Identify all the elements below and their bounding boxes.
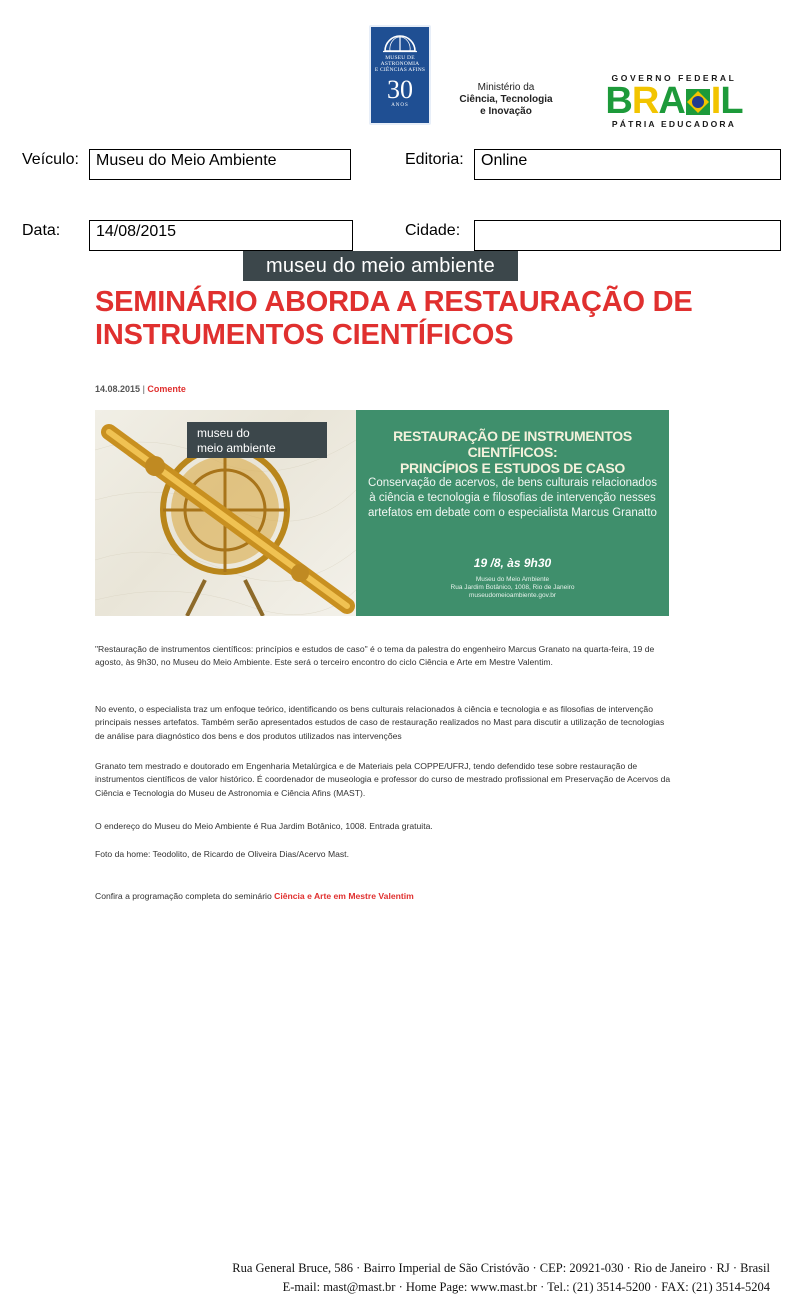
article-paragraph-4: O endereço do Museu do Meio Ambiente é Rua Jardim Botânico, 1008. Entrada gratuita. — [95, 821, 433, 831]
banner-datetime: 19 /8, às 9h30 — [473, 556, 552, 570]
mast-logo-number: 30 — [387, 75, 413, 104]
gov-top-text: GOVERNO FEDERAL — [611, 73, 737, 83]
observatory-dome-icon — [381, 33, 419, 53]
article-paragraph-2: No evento, o especialista traz um enfoque teórico, identificando os bens culturais relacionados à ciência e tecnologia e as filosofias de intervenção principais nesses artefatos. Também serão apresentados estudos de caso de restauração realizados no Mast para discutir a utilização de tecnologias de análise para diagnóstico dos bens e dos produtos utilizados nas intervenções — [95, 704, 665, 741]
mast-logo-years: ANOS — [391, 103, 409, 108]
veiculo-field[interactable]: Museu do Meio Ambiente — [89, 149, 351, 180]
banner-info-panel — [356, 410, 669, 616]
footer-line-1: Rua General Bruce, 586 · Bairro Imperial de São Cristóvão · CEP: 20921-030 · Rio de Janeiro · RJ · Brasil — [232, 1261, 770, 1275]
banner-address: Museu do Meio Ambiente Rua Jardim Botânico, 1008, Rio de Janeiro museudomeioambiente.gov.br — [450, 576, 575, 599]
article-paragraph-3: Granato tem mestrado e doutorado em Engenharia Metalúrgica e de Materiais pela COPPE/UFRJ, tendo defendido tese sobre restauração de instrumentos científicos de valor histórico. É coordenador de museologia e professor do curso de mestrado profissional em Preservação de Acervos da Ciência e Tecnologia do Museu de Astronomia e Ciência Afins (MAST). — [95, 761, 671, 798]
footer-line-2: E-mail: mast@mast.br · Home Page: www.mast.br · Tel.: (21) 3514-5200 · FAX: (21) 3514-5204 — [282, 1280, 770, 1294]
brasil-wordmark: B R A I L — [605, 80, 743, 122]
brazil-flag-icon — [685, 83, 711, 119]
mast-30-anos-logo — [369, 25, 431, 125]
cidade-field[interactable] — [474, 220, 781, 251]
article-paragraph-6 — [95, 890, 675, 903]
veiculo-label: Veículo: — [22, 151, 79, 168]
cidade-label: Cidade: — [405, 222, 461, 239]
article-meta — [95, 384, 186, 394]
banner-title: RESTAURAÇÃO DE INSTRUMENTOS CIENTÍFICOS: PRINCÍPIOS E ESTUDOS DE CASO — [393, 428, 632, 476]
banner-photo — [95, 410, 356, 616]
mast-logo-text: MUSEU DE ASTRONOMIA E CIÊNCIAS AFINS — [374, 55, 426, 73]
article-paragraph-5: Foto da home: Teodolito, de Ricardo de Oliveira Dias/Acervo Mast. — [95, 849, 349, 859]
article-paragraph-1: "Restauração de instrumentos científicos: princípios e estudos de caso" é o tema da palestra do engenheiro Marcus Granato na quarta-feira, 19 de agosto, às 9h30, no Museu do Meio Ambiente. Este será o terceiro encontro do ciclo Ciência e Arte em Mestre Valentim. — [95, 644, 655, 668]
editoria-field[interactable]: Online — [474, 149, 781, 180]
footer-address — [70, 1259, 770, 1297]
data-field[interactable]: 14/08/2015 — [89, 220, 353, 251]
gov-bottom-text: PÁTRIA EDUCADORA — [611, 119, 737, 129]
editoria-label: Editoria: — [405, 151, 464, 168]
comment-link[interactable]: Comente — [147, 384, 186, 394]
program-text: Confira a programação completa do seminário — [95, 891, 275, 901]
data-label: Data: — [22, 222, 61, 239]
banner-description: Conservação de acervos, de bens culturais relacionados à ciência e tecnologia e filosofias de intervenção nesses artefatos em debate com o especialista Marcus Granatto — [368, 477, 657, 519]
program-link[interactable]: Ciência e Arte em Mestre Valentim — [274, 891, 414, 901]
banner-site-tag: museu do meio ambiente — [187, 422, 327, 458]
site-name-tag: museu do meio ambiente — [243, 251, 518, 281]
article-date: 14.08.2015 — [95, 384, 141, 394]
article-headline: SEMINÁRIO ABORDA A RESTAURAÇÃO DE INSTRUMENTOS CIENTÍFICOS — [95, 286, 693, 351]
mct-logo: Ministério da Ciência, Tecnologia e Inovação — [459, 82, 553, 117]
governo-federal-brasil-logo — [588, 73, 760, 129]
event-banner — [95, 410, 669, 616]
meta-separator: | — [142, 384, 145, 394]
